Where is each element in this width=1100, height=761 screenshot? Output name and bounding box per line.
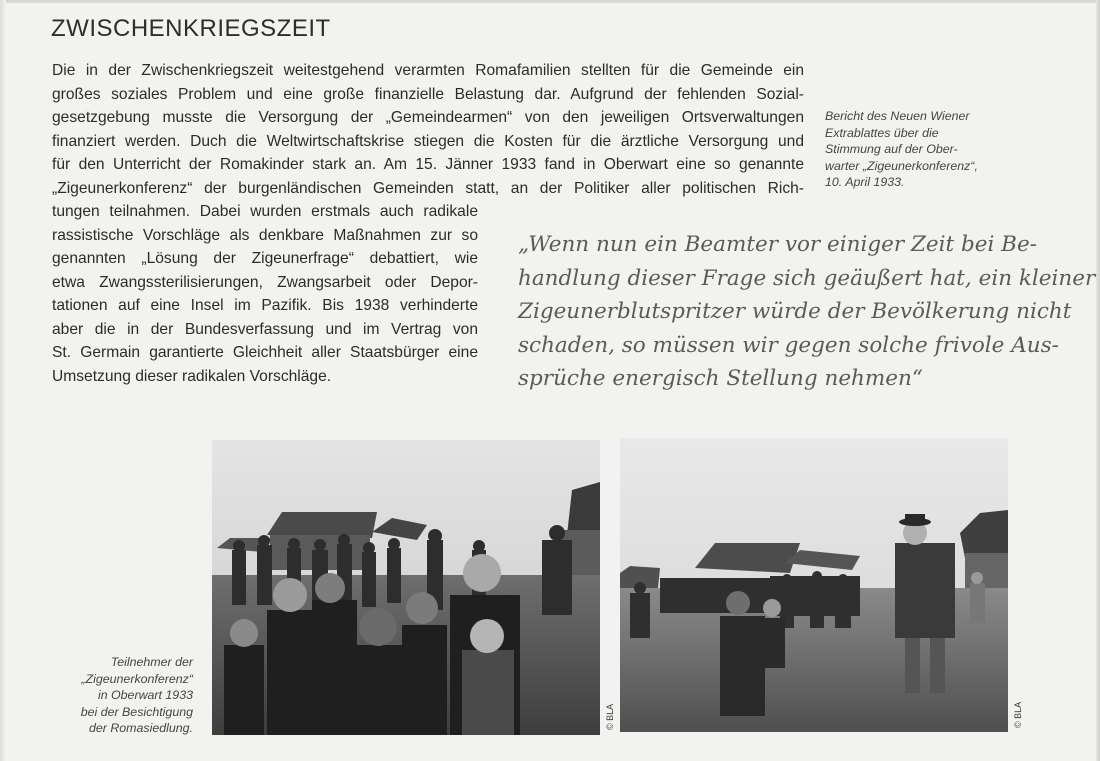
caption-line: bei der Besichtigung — [80, 704, 193, 719]
caption-line: Teilnehmer der — [110, 655, 193, 669]
body-line: tungen teilnahmen. Dabei wurden erstmals auch radikale — [52, 203, 478, 220]
quote-line: handlung dieser Frage sich geäußert hat, ein kleiner — [518, 265, 1096, 291]
body-line: finanziert werden. Duch die Weltwirtschaftskrise stiegen die Kosten für die ärztliche Versorgung und — [52, 132, 804, 150]
caption-line: 10. April 1933. — [825, 175, 905, 189]
caption-photos — [40, 654, 193, 737]
photo-official-settlement — [620, 438, 1023, 732]
body-line: genannten „Lösung der Zigeunerfrage“ debattiert, wie — [52, 250, 478, 267]
body-line: rassistische Vorschläge als denkbare Maßnahmen zur so — [52, 226, 478, 244]
caption-line: Bericht des Neuen Wiener — [825, 109, 970, 123]
quote-line: sprüche energisch Stellung nehmen“ — [518, 366, 923, 391]
body-line: für den Unterricht der Romakinder stark an. Am 15. Jänner 1933 fand in Oberwart eine so genannte — [52, 156, 804, 173]
page-edge-left — [0, 0, 6, 761]
page-edge-right — [1096, 0, 1100, 761]
page-edge-top — [0, 0, 1100, 3]
body-line: „Zigeunerkonferenz“ der burgenländischen Gemeinden statt, an der Politiker aller politischen Rich- — [52, 179, 804, 197]
body-line: etwa Zwangssterilisierungen, Zwangsarbeit oder Depor- — [52, 273, 478, 291]
caption-line: Stimmung auf der Ober- — [825, 142, 958, 156]
body-line: Umsetzung dieser radikalen Vorschläge. — [52, 367, 332, 385]
quote-line: Zigeunerblutspritzer würde der Bevölkerung nicht — [518, 299, 1072, 324]
caption-line: „Zigeunerkonferenz“ — [81, 671, 193, 686]
photo-credit: © BLA — [1013, 701, 1023, 728]
caption-line: in Oberwart 1933 — [97, 688, 193, 703]
body-line: Die in der Zwischenkriegszeit weitestgehend verarmten Romafamilien stellten für die Gemeinde ein — [52, 62, 804, 79]
quote-line: schaden, so müssen wir gegen solche frivole Aus- — [518, 332, 1059, 358]
body-line: gesetzgebung musste die Versorgung der „Gemeindearmen“ von den jeweiligen Ortsverwaltungen — [52, 109, 804, 126]
caption-line: warter „Zigeunerkonferenz“, — [825, 158, 978, 173]
body-line: großes soziales Problem und eine große finanzielle Belastung dar. Aufgrund der fehlenden Sozial- — [52, 85, 804, 103]
body-line: aber die in der Bundesverfassung und im Vertrag von — [52, 320, 478, 338]
photo-credit: © BLA — [605, 703, 615, 730]
photo-children-settlement — [212, 440, 615, 735]
body-line: St. Germain garantierte Gleichheit aller Staatsbürger eine — [52, 344, 478, 361]
page-title: ZWISCHENKRIEGSZEIT — [51, 15, 331, 42]
quote-line: „Wenn nun ein Beamter vor einiger Zeit bei Be- — [518, 232, 1037, 257]
caption-line: der Romasiedlung. — [88, 721, 193, 736]
caption-line: Extrablattes über die — [825, 125, 939, 140]
body-line: tationen auf eine Insel im Pazifik. Bis 1938 verhinderte — [52, 297, 478, 314]
